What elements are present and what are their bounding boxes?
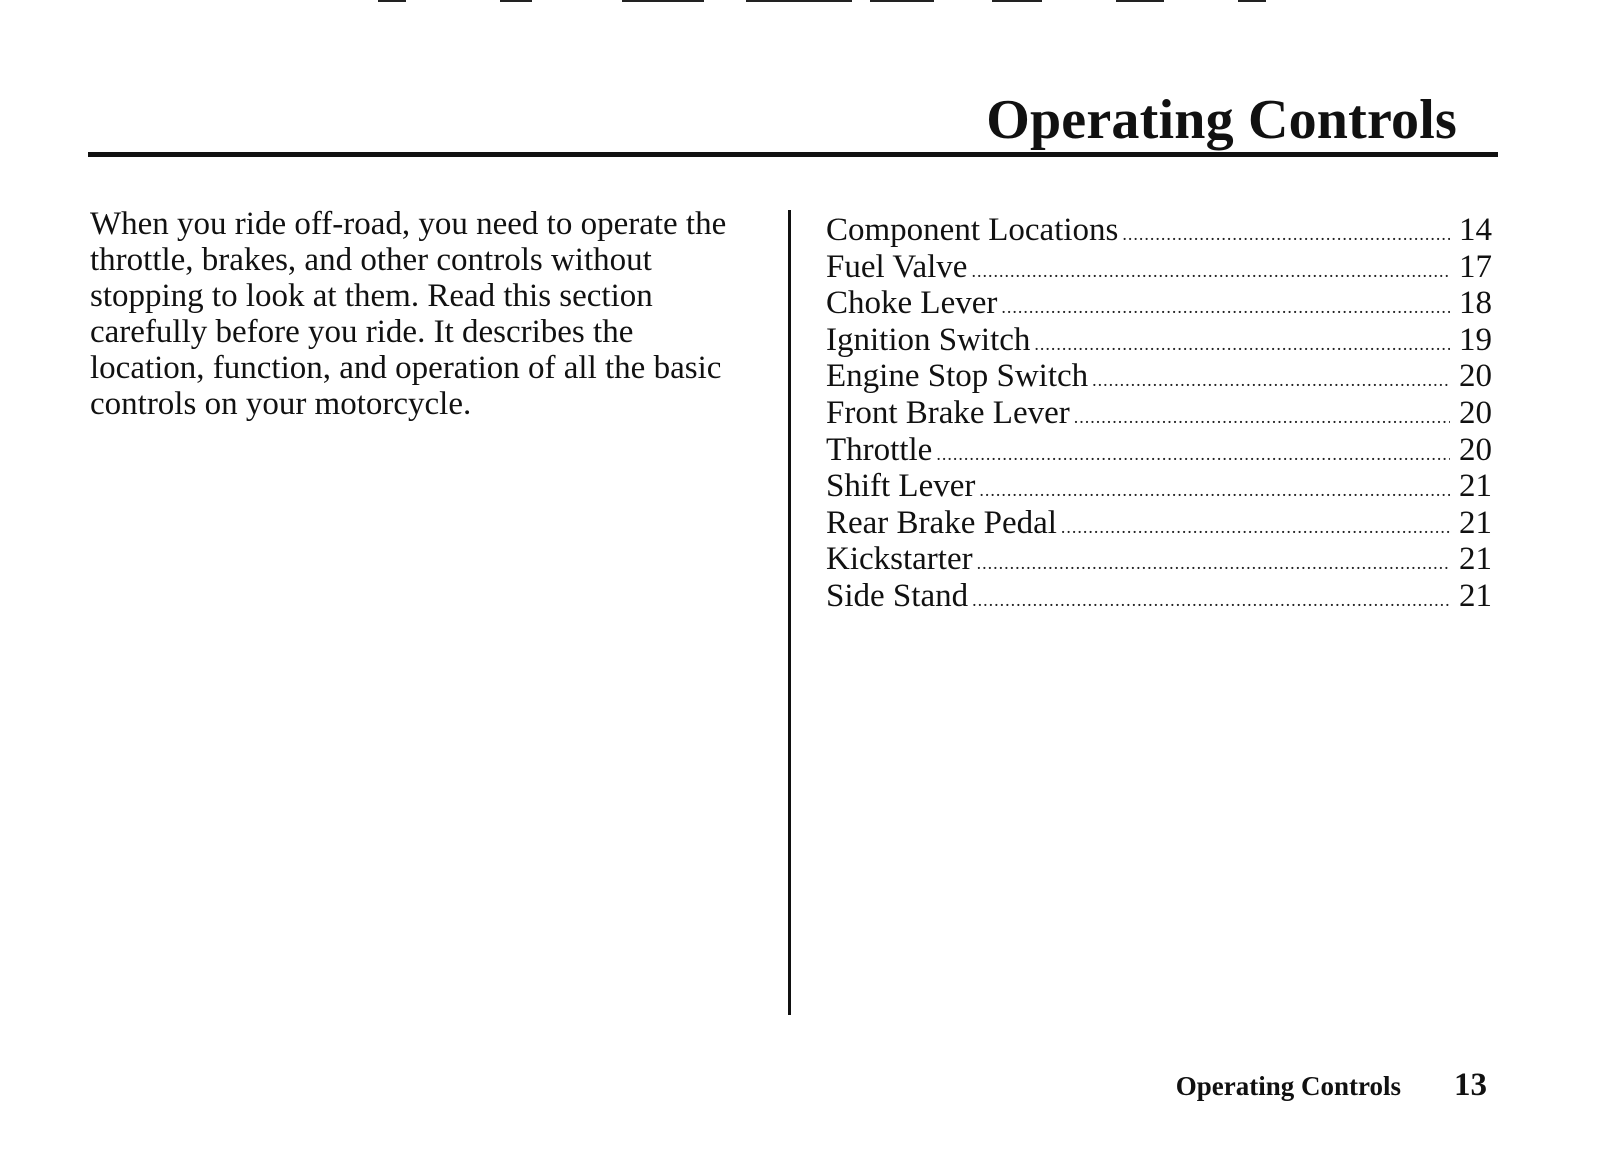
toc-entry-fuel-valve[interactable] [826,249,1492,286]
toc-entry-label: Fuel Valve [826,248,968,285]
top-edge-mark [1116,0,1164,2]
toc-dot-leader [971,253,1450,290]
toc-entry-label: Rear Brake Pedal [826,504,1057,541]
toc-entry-page: 21 [1459,577,1492,614]
toc-entry-side-stand[interactable] [826,578,1492,615]
top-edge-mark [622,0,704,2]
toc-dot-leader [977,545,1450,582]
top-edge-mark [1238,0,1266,2]
toc-dot-leader [972,582,1450,619]
page-title: Operating Controls [986,89,1457,151]
toc-entry-label: Kickstarter [826,541,973,578]
toc-entry-shift-lever[interactable] [826,468,1492,505]
table-of-contents [826,212,1492,615]
toc-dot-leader [979,472,1450,509]
toc-dot-leader [1092,362,1450,399]
toc-dot-leader [1001,289,1450,326]
toc-entry-label: Component Locations [826,212,1119,248]
toc-entry-page: 17 [1459,248,1492,285]
toc-dot-leader [1122,216,1450,253]
toc-entry-page: 21 [1459,541,1492,578]
toc-entry-label: Shift Lever [826,468,976,505]
toc-entry-front-brake-lever[interactable] [826,395,1492,432]
toc-entry-page: 19 [1459,321,1492,358]
toc-entry-page: 21 [1459,468,1492,505]
toc-dot-leader [1074,399,1450,436]
toc-entry-page: 20 [1459,358,1492,395]
toc-entry-choke-lever[interactable] [826,285,1492,322]
toc-dot-leader [1061,509,1450,546]
toc-dot-leader [1034,326,1450,363]
toc-entry-label: Choke Lever [826,285,998,322]
toc-entry-page: 21 [1459,504,1492,541]
intro-paragraph: When you ride off-road, you need to operate the throttle, brakes, and other controls without stopping to look at them. Read this section carefully before you ride. It describes the location, function, and operation of all the basic controls on your motorcycle. [90,206,727,422]
toc-entry-label: Front Brake Lever [826,394,1070,431]
footer-page-number: 13 [1454,1067,1487,1103]
top-edge-marks [0,0,1600,6]
top-edge-mark [746,0,852,2]
toc-entry-rear-brake-pedal[interactable] [826,505,1492,542]
toc-entry-throttle[interactable] [826,432,1492,469]
toc-dot-leader [936,436,1450,473]
toc-entry-label: Ignition Switch [826,321,1031,358]
toc-entry-page: 18 [1459,285,1492,322]
top-edge-mark [992,0,1042,2]
toc-entry-page: 20 [1459,394,1492,431]
toc-entry-page: 14 [1459,212,1492,248]
toc-entry-engine-stop-switch[interactable] [826,358,1492,395]
toc-entry-label: Side Stand [826,577,969,614]
title-rule [88,152,1498,157]
toc-entry-page: 20 [1459,431,1492,468]
toc-entry-label: Engine Stop Switch [826,358,1089,395]
toc-entry-component-locations[interactable] [826,212,1492,249]
top-edge-mark [870,0,934,2]
top-edge-mark [500,0,532,2]
column-divider [788,210,791,1015]
top-edge-mark [378,0,406,2]
toc-entry-ignition-switch[interactable] [826,322,1492,359]
toc-entry-label: Throttle [826,431,933,468]
toc-entry-kickstarter[interactable] [826,541,1492,578]
footer-section-label: Operating Controls [1175,1071,1401,1101]
